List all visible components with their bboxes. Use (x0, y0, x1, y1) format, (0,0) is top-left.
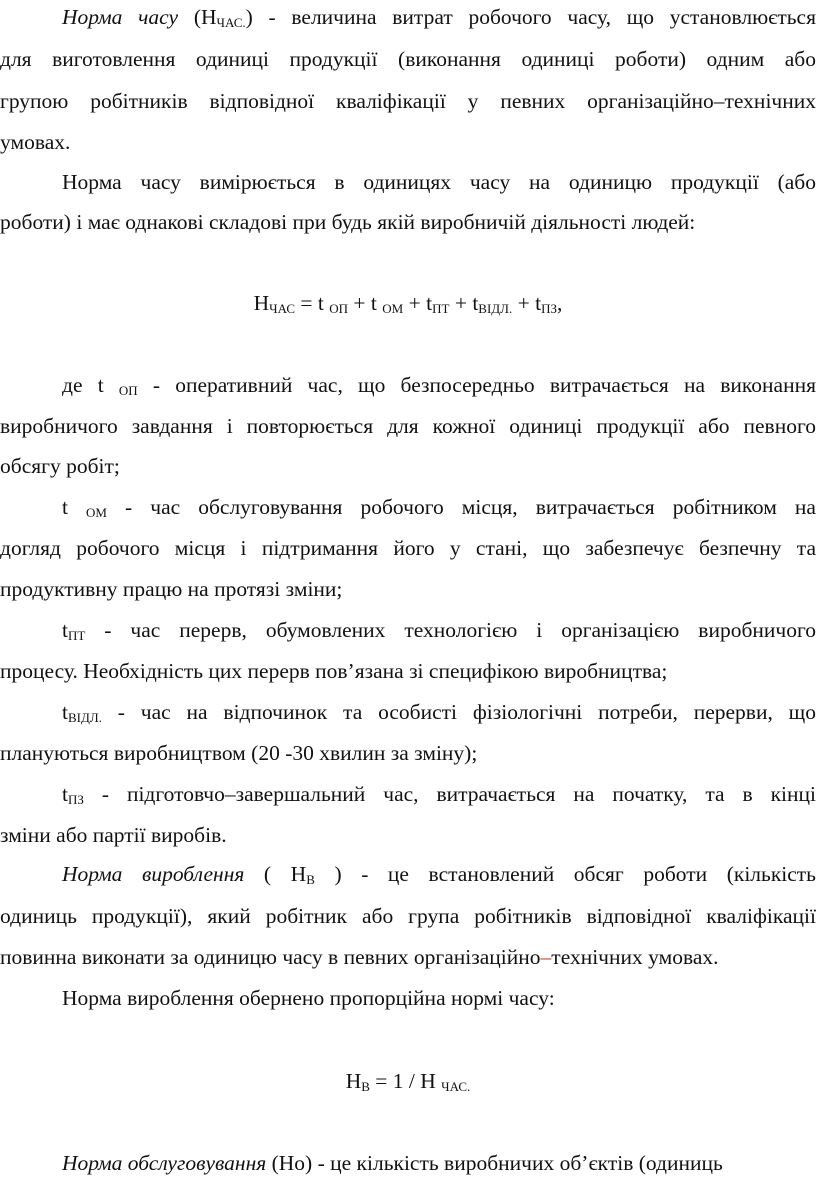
formula-norma-vyroblennia: $Н_В = 1 / Н$ $_{ЧАС.}$ (345, 1069, 471, 1094)
def-t-op-line-2: виробничого завдання і повторюється для кожної одиниці продукції або певного (0, 414, 816, 438)
p3-line-3: повинна виконати за одиницю часу в певних організаційно–технічних умовах. (0, 945, 719, 969)
def-t-om-line-3: продуктивну працю на протязі зміни; (0, 577, 343, 601)
term-norma-chasu: Норма часу (62, 5, 179, 29)
def-t-om-line-1: t $_{ОМ}$ - час обслуговування робочого місця, витрачається робітником на (62, 495, 816, 520)
def-t-om-line-2: догляд робочого місця і підтримання його у стані, що забезпечує безпечну та (0, 536, 816, 560)
def-t-vidl-line-1: $t_{ВІДЛ.}$ - час на відпочинок та особисті фізіологічні потреби, перерви, що (62, 700, 816, 725)
p1-line-1: Норма часу $(Н_{ЧАС.})$ - величина витрат робочого часу, що установлюється (62, 5, 816, 30)
def-t-pt-line-1: $t_{ПТ}$ - час перерв, обумовлених технологією і організацією виробничого (62, 618, 816, 643)
def-t-vidl-line-2: плануються виробництвом (20 -30 хвилин за зміну); (0, 741, 478, 765)
term-norma-vyroblennia: Норма вироблення (62, 862, 245, 886)
def-t-pz-line-1: $t_{ПЗ}$ - підготовчо–завершальний час, витрачається на початку, та в кінці (62, 782, 816, 807)
p4-line-1: Норма вироблення обернено пропорційна нормі часу: (62, 986, 555, 1010)
p2-line-1: Норма часу вимірюється в одиницях часу на одиницю продукції (або (62, 170, 816, 194)
p2-line-2: роботи) і має однакові складові при будь якій виробничій діяльності людей: (0, 210, 696, 234)
p5-line-1: Норма обслуговування (Но) - це кількість виробничих об’єктів (одиниць (62, 1151, 723, 1175)
formula-norma-chasu: $Н_{ЧАС} = t$ $_{ОП}$ + t $_{ОМ} + t_{ПТ} + t_{ВІДЛ.} + t_{ПЗ}$, (253, 291, 563, 316)
term-norma-obsluhovuvannia: Норма обслуговування (62, 1151, 267, 1175)
p3-line-2: одиниць продукції), який робітник або група робітників відповідної кваліфікації (0, 904, 816, 928)
def-t-op-line-3: обсягу робіт; (0, 454, 120, 478)
def-t-op-line-1: де t $_{ОП}$ - оперативний час, що безпосередньо витрачається на виконання (62, 373, 816, 398)
def-t-pz-line-2: зміни або партії виробів. (0, 823, 227, 847)
def-t-pt-line-2: процесу. Необхідність цих перерв пов’язана зі специфікою виробництва; (0, 659, 668, 683)
p1-line-2: для виготовлення одиниці продукції (виконання одиниці роботи) одним або (0, 47, 816, 71)
p1-line-3: групою робітників відповідної кваліфікації у певних організаційно–технічних (0, 89, 816, 113)
p1-line-4: умовах. (0, 130, 71, 154)
p3-line-1: Норма вироблення ( $Н_В$ ) - це встановлений обсяг роботи (кількість (62, 862, 816, 887)
